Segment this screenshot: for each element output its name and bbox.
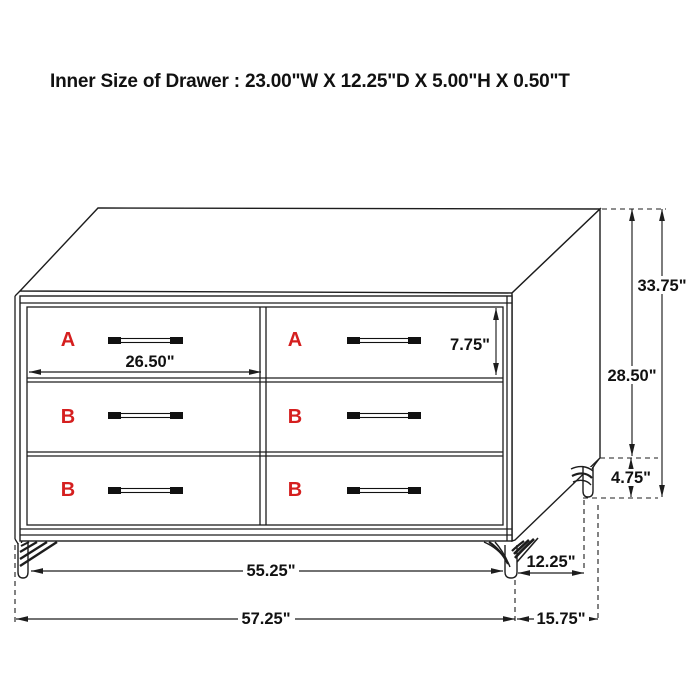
drawer-label: B	[60, 406, 76, 428]
drawer-label: B	[287, 479, 303, 501]
dim-total-height-label: 33.75"	[637, 277, 687, 295]
top-face	[20, 208, 600, 293]
inner-drawer-size-title: Inner Size of Drawer : 23.00"W X 12.25"D X 5.00"H X 0.50"T	[50, 71, 570, 92]
dim-total-depth-label: 15.75"	[536, 610, 586, 628]
drawer-handle	[347, 412, 421, 419]
front-right-leg-strut	[484, 542, 506, 560]
drawer-label: A	[60, 329, 76, 351]
dim-leg-span-width-label: 55.25"	[246, 562, 296, 580]
dim-case-height-label: 28.50"	[607, 367, 657, 385]
top-left-bevel-edge	[15, 291, 20, 296]
drawer-label: B	[60, 479, 76, 501]
front-left-leg	[18, 542, 57, 578]
drawer-label: B	[287, 406, 303, 428]
dim-leg-span-depth-label: 12.25"	[526, 553, 576, 571]
drawer-handle	[347, 487, 421, 494]
drawer-handle	[108, 487, 183, 494]
dim-total-width-label: 57.25"	[241, 610, 291, 628]
drawer-handle	[108, 337, 183, 344]
drawer-handle	[108, 412, 183, 419]
dim-drawer-width-label: 26.50"	[125, 353, 175, 371]
drawer-handle	[347, 337, 421, 344]
dim-leg-height-label: 4.75"	[611, 469, 651, 487]
dim-drawer-height-label: 7.75"	[450, 336, 490, 354]
drawer-label: A	[287, 329, 303, 351]
cabinet-case	[15, 208, 600, 547]
